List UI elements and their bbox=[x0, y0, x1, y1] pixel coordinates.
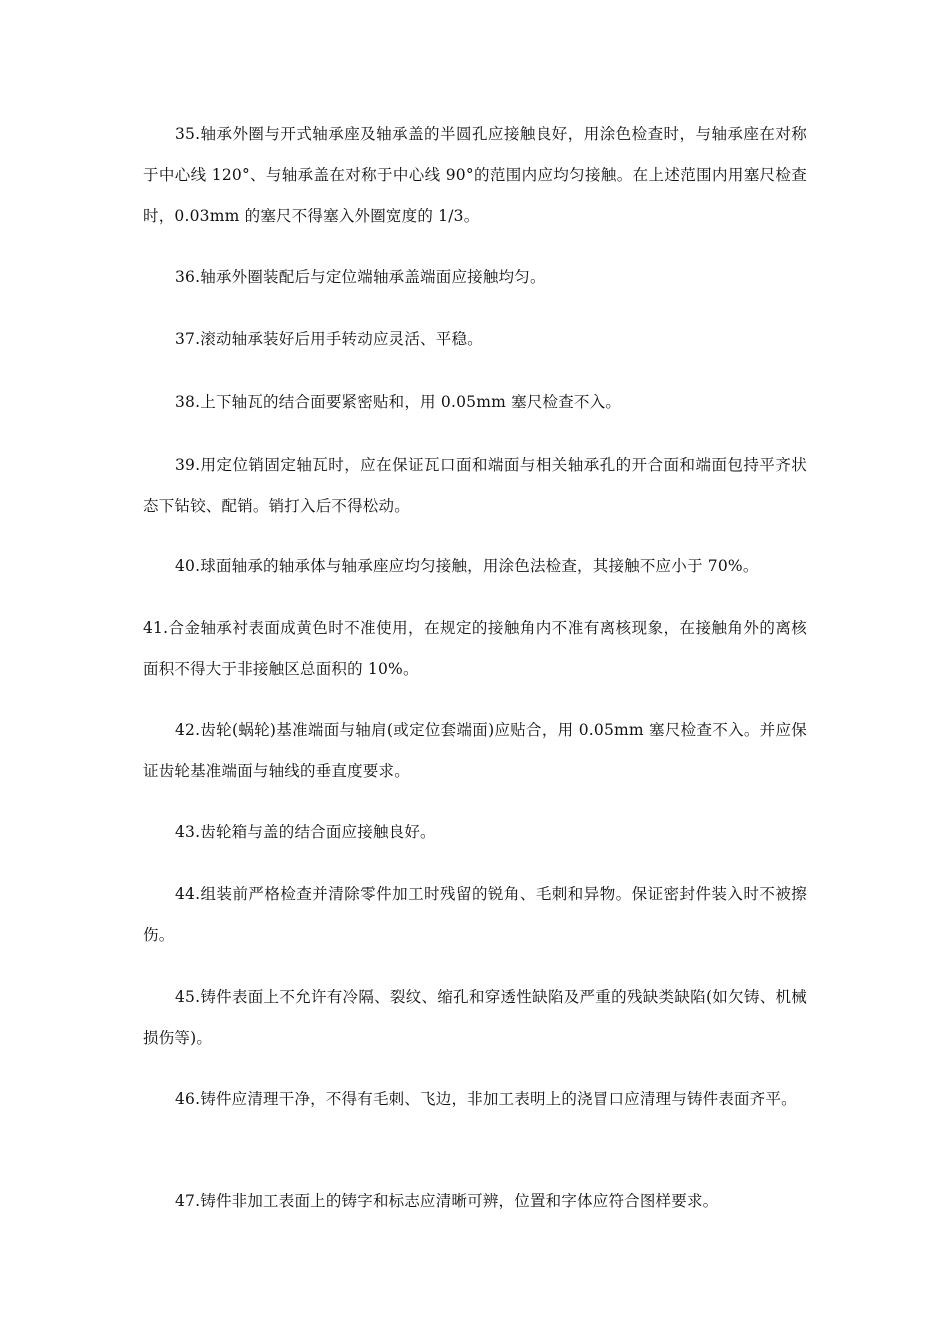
paragraph-46: 46.铸件应清理干净，不得有毛刺、飞边，非加工表明上的浇冒口应清理与铸件表面齐平。 bbox=[175, 1090, 797, 1108]
paragraph-40: 40.球面轴承的轴承体与轴承座应均匀接触，用涂色法检查，其接触不应小于 70%。 bbox=[175, 557, 759, 575]
paragraph-44: 44.组装前严格检查并清除零件加工时残留的锐角、毛刺和异物。保证密封件装入时不被擦伤。 bbox=[143, 885, 807, 944]
paragraph-39: 39.用定位销固定轴瓦时，应在保证瓦口面和端面与相关轴承孔的开合面和端面包持平齐状态下钻铰、配销。销打入后不得松动。 bbox=[143, 456, 807, 515]
paragraph-35: 35.轴承外圈与开式轴承座及轴承盖的半圆孔应接触良好，用涂色检查时，与轴承座在对称于中心线 120°、与轴承盖在对称于中心线 90°的范围内应均匀接触。在上述范围内用塞尺检查时，0.03mm 的塞尺不得塞入外圈宽度的 1/3。 bbox=[143, 125, 807, 225]
paragraph-45: 45.铸件表面上不允许有冷隔、裂纹、缩孔和穿透性缺陷及严重的残缺类缺陷(如欠铸、机械损伤等)。 bbox=[143, 988, 807, 1047]
paragraph-43: 43.齿轮箱与盖的结合面应接触良好。 bbox=[175, 823, 436, 841]
paragraph-36: 36.轴承外圈装配后与定位端轴承盖端面应接触均匀。 bbox=[175, 268, 546, 286]
paragraph-42: 42.齿轮(蜗轮)基准端面与轴肩(或定位套端面)应贴合，用 0.05mm 塞尺检查不入。并应保证齿轮基准端面与轴线的垂直度要求。 bbox=[143, 721, 807, 780]
paragraph-41: 41.合金轴承衬表面成黄色时不准使用，在规定的接触角内不准有离核现象，在接触角外的离核面积不得大于非接触区总面积的 10%。 bbox=[143, 619, 807, 678]
paragraph-47: 47.铸件非加工表面上的铸字和标志应清晰可辨，位置和字体应符合图样要求。 bbox=[175, 1192, 719, 1210]
paragraph-38: 38.上下轴瓦的结合面要紧密贴和，用 0.05mm 塞尺检查不入。 bbox=[175, 393, 622, 411]
paragraph-37: 37.滚动轴承装好后用手转动应灵活、平稳。 bbox=[175, 330, 483, 348]
